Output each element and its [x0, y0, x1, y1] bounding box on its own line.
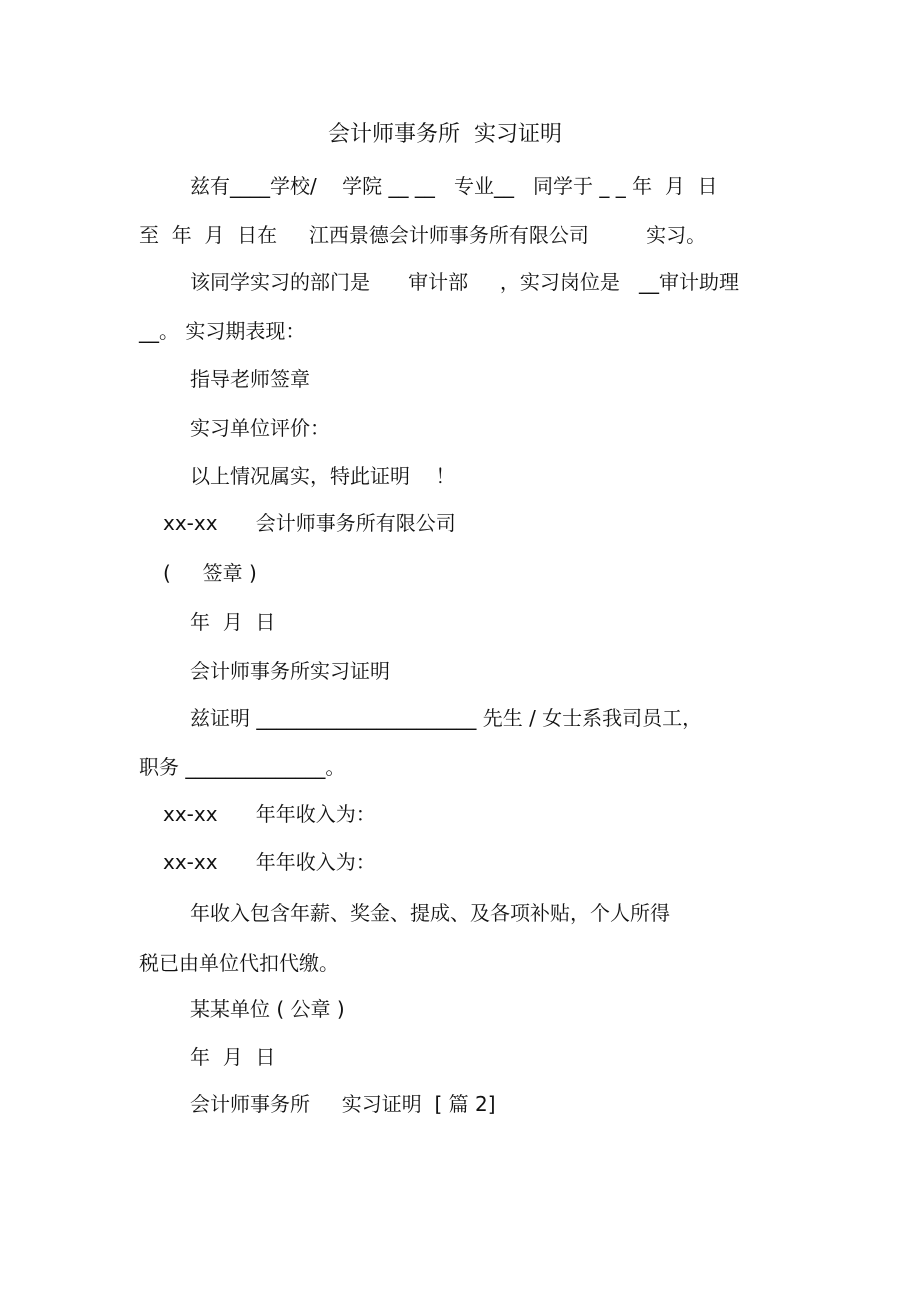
- text-line: 税已由单位代扣代缴。: [139, 951, 339, 975]
- text-line: 会计师事务所实习证明: [190, 659, 390, 683]
- text-line: 至 年 月 日在 江西景德会计师事务所有限公司 实习。: [139, 223, 707, 247]
- text-line: 会计师事务所 实习证明 [ 篇 2]: [190, 1092, 496, 1116]
- text-line: 实习单位评价：: [190, 416, 330, 440]
- text-line: 该同学实习的部门是 审计部 ，实习岗位是 __审计助理: [190, 270, 740, 294]
- text-line: 以上情况属实，特此证明 ！: [190, 464, 456, 488]
- text-line: xx-xx 年年收入为：: [163, 802, 376, 826]
- text-line: 年收入包含年薪、奖金、提成、及各项补贴，个人所得: [190, 901, 670, 925]
- text-line: xx-xx 会计师事务所有限公司: [163, 511, 456, 535]
- text-line: xx-xx 年年收入为：: [163, 850, 376, 874]
- text-line: 指导老师签章: [190, 367, 310, 391]
- text-line: 兹有____学校/ 学院 __ __ 专业__ 同学于 _ _ 年 月 日: [190, 174, 718, 198]
- text-line: 年 月 日: [190, 1045, 276, 1069]
- text-line: ( 签章 ): [163, 561, 257, 585]
- text-line: 职务 ______________。: [139, 755, 346, 779]
- text-line: 兹证明 ______________________ 先生 / 女士系我司员工，: [190, 706, 703, 730]
- document-title: 会计师事务所 实习证明: [328, 122, 562, 147]
- text-line: 某某单位 ( 公章 ): [190, 997, 345, 1021]
- text-line: 年 月 日: [190, 610, 276, 634]
- text-line: __。 实习期表现：: [139, 319, 306, 343]
